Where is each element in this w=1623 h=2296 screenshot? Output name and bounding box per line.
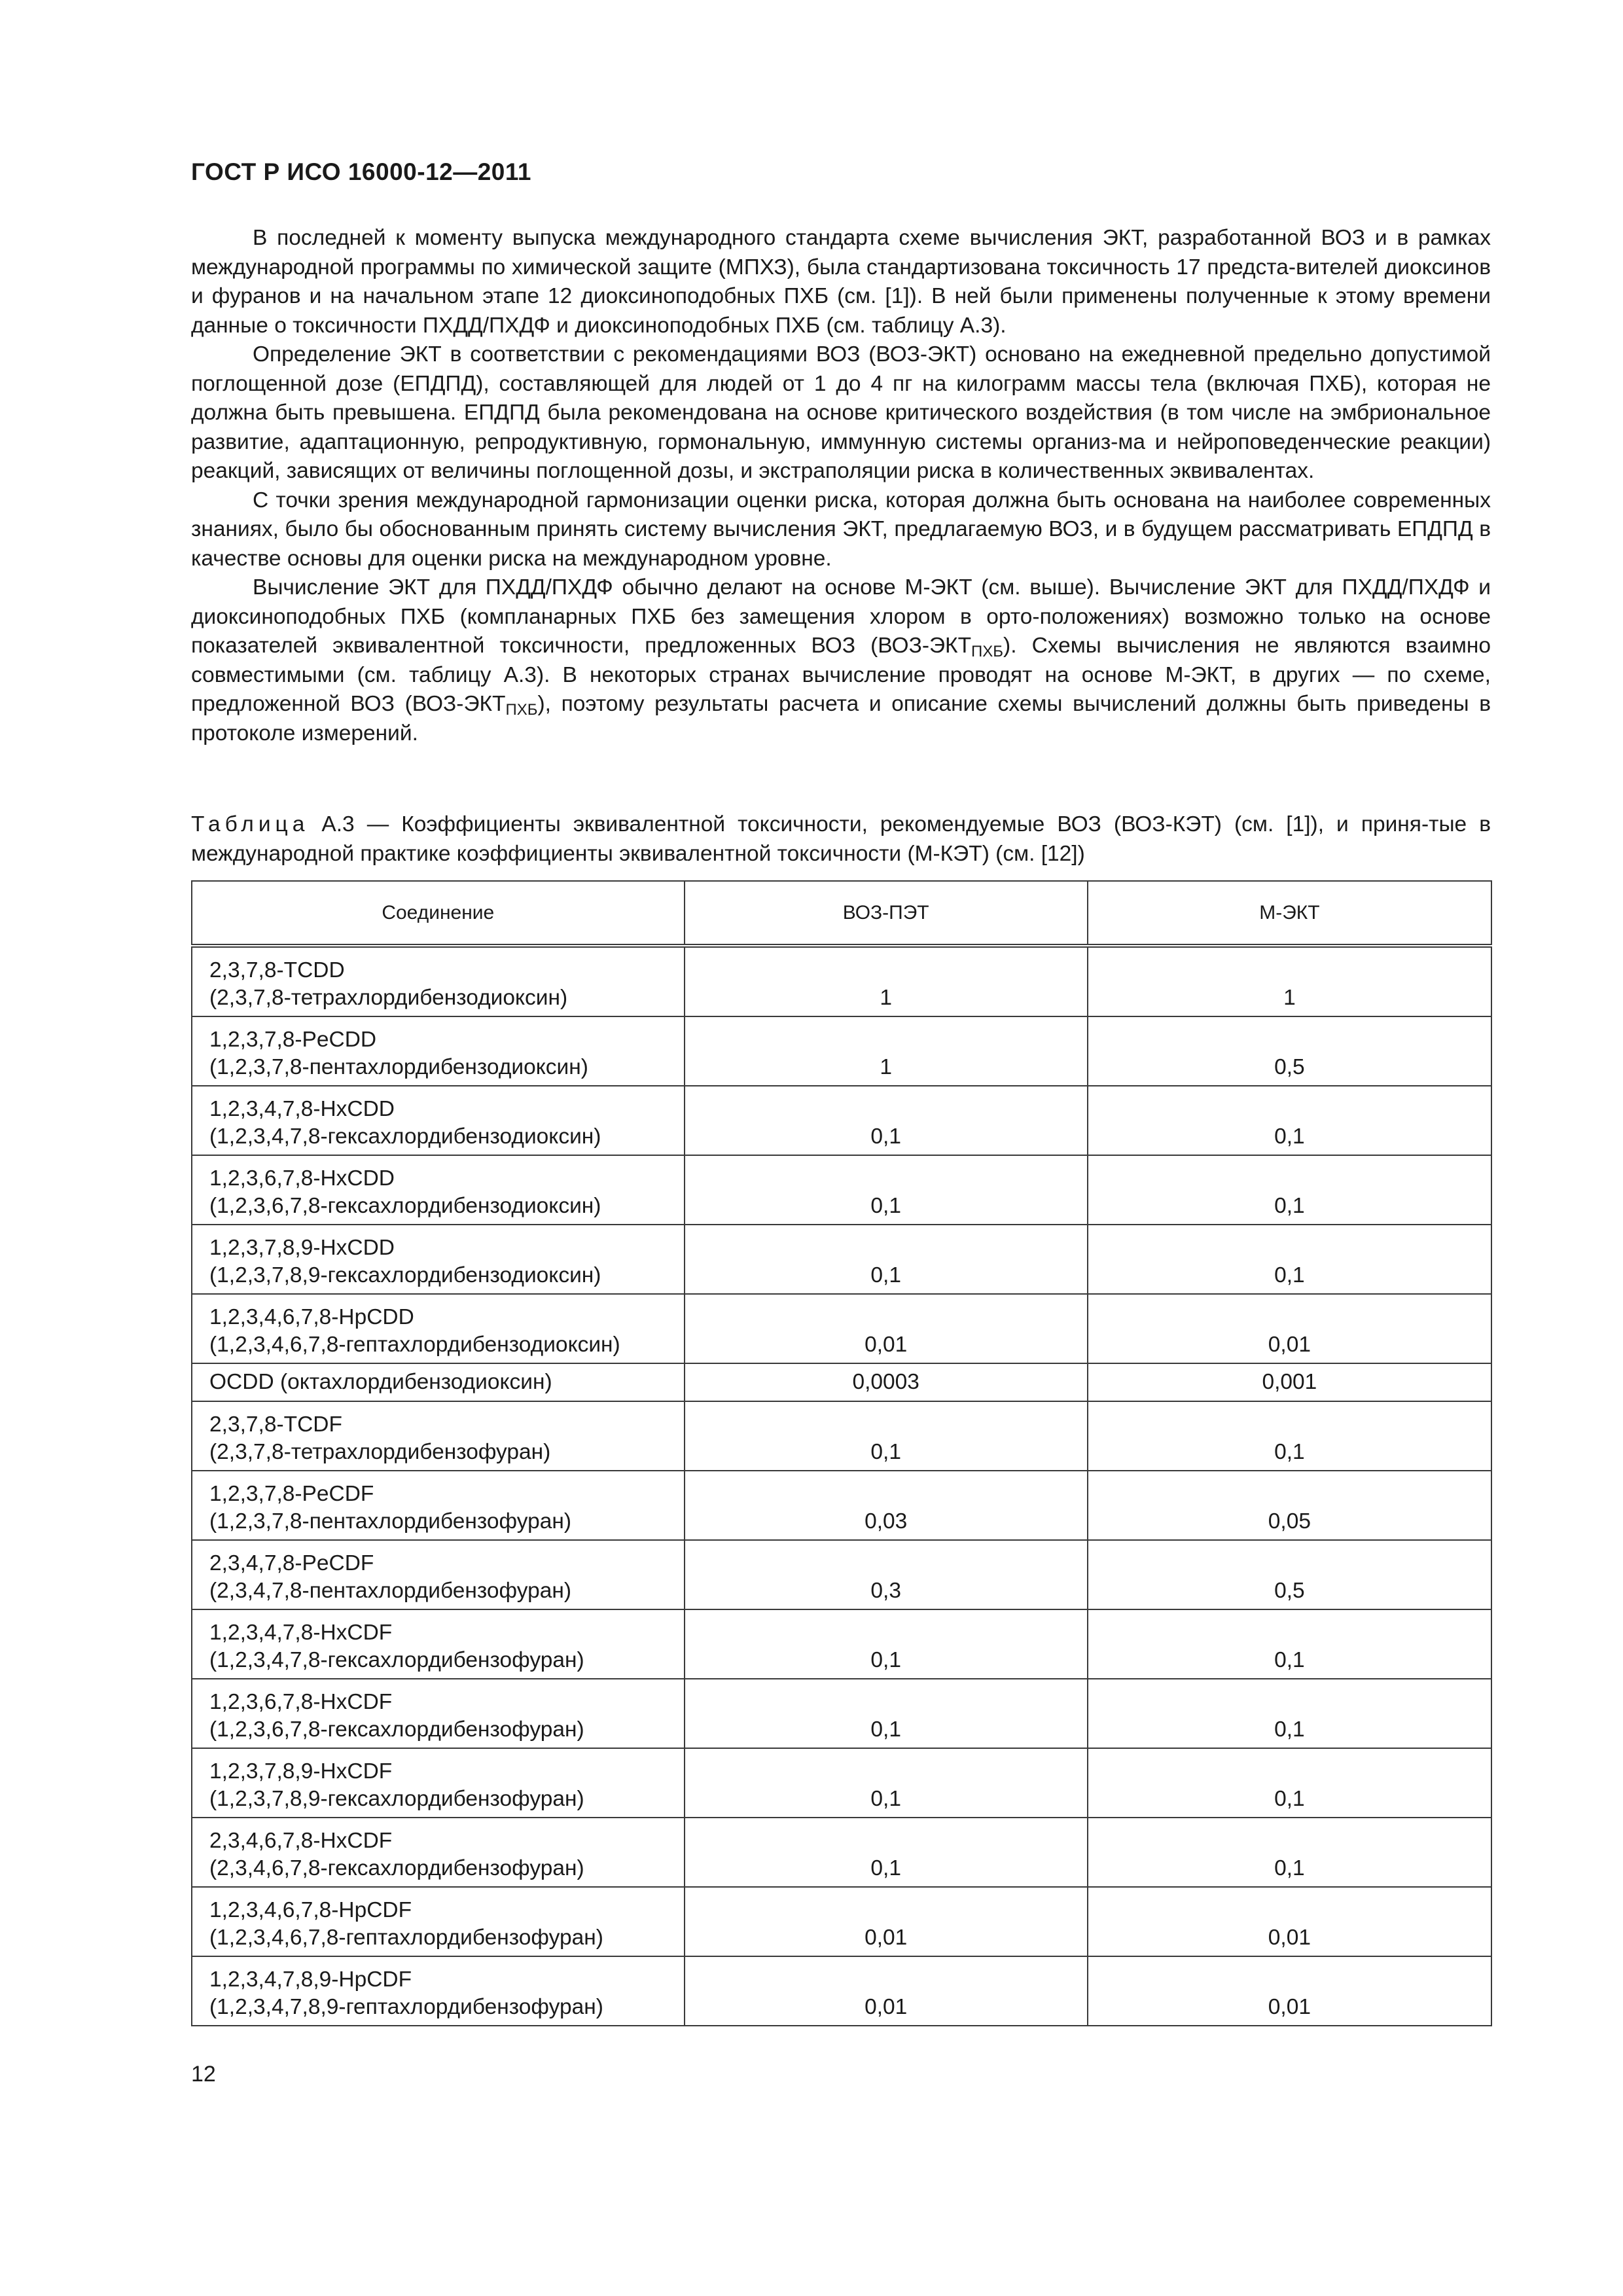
column-header-compound: Соединение [192, 881, 685, 946]
who-tef-cell: 0,0003 [685, 1363, 1088, 1401]
i-teq-cell: 0,1 [1088, 1155, 1491, 1225]
compound-code: 1,2,3,6,7,8-HxCDD [209, 1166, 395, 1191]
table-body [192, 946, 1491, 2026]
i-teq-cell: 0,1 [1088, 1609, 1491, 1679]
who-tef-cell: 0,3 [685, 1540, 1088, 1609]
subscript-pcb-1: ПХБ [971, 643, 1004, 660]
i-teq-cell: 1 [1088, 946, 1491, 1016]
table-caption-text: А.3 — Коэффициенты эквивалентной токсичности, рекомендуемые ВОЗ (ВОЗ-КЭТ) (см. [1]), и приня-тые в международной практике коэффициенты эквивалентной токсичности (М-КЭТ) (см. [12]) [191, 812, 1491, 866]
table-row [192, 1155, 1491, 1225]
compound-code: 1,2,3,7,8,9-HxCDD [209, 1236, 395, 1260]
who-tef-cell: 0,01 [685, 1294, 1088, 1363]
table-row [192, 1887, 1491, 1956]
i-teq-cell: 0,1 [1088, 1748, 1491, 1818]
who-tef-cell: 0,1 [685, 1225, 1088, 1294]
i-teq-cell: 0,001 [1088, 1363, 1491, 1401]
column-header-who-tef: ВОЗ-ПЭТ [685, 881, 1088, 946]
compound-name: (1,2,3,7,8-пентахлордибензодиоксин) [209, 1055, 588, 1079]
compound-name: (2,3,7,8-тетрахлордибензофуран) [209, 1440, 551, 1464]
compound-cell [192, 1679, 685, 1748]
compound-name: (1,2,3,4,7,8-гексахлордибензофуран) [209, 1648, 584, 1672]
who-tef-cell: 1 [685, 1016, 1088, 1086]
compound-cell [192, 1363, 685, 1401]
compound-code: 2,3,7,8-TCDF [209, 1412, 342, 1437]
table-row [192, 1363, 1491, 1401]
table-row [192, 1294, 1491, 1363]
table-row [192, 1401, 1491, 1471]
compound-cell [192, 1540, 685, 1609]
table-header-row [192, 881, 1491, 946]
compound-name: (1,2,3,6,7,8-гексахлордибензодиоксин) [209, 1194, 601, 1218]
compound-cell [192, 1225, 685, 1294]
compound-cell [192, 1401, 685, 1471]
compound-cell [192, 1748, 685, 1818]
compound-cell [192, 1471, 685, 1540]
compound-code: 1,2,3,7,8-PeCDD [209, 1028, 377, 1052]
compound-code: 1,2,3,7,8,9-HxCDF [209, 1759, 393, 1784]
compound-code: 1,2,3,7,8-PeCDF [209, 1482, 374, 1506]
table-caption-label: Таблица [191, 812, 310, 836]
compound-name: (1,2,3,7,8,9-гексахлордибензодиоксин) [209, 1263, 601, 1287]
table-row [192, 946, 1491, 1016]
compound-code: 1,2,3,4,7,8,9-HpCDF [209, 1967, 412, 1992]
who-tef-cell: 0,1 [685, 1609, 1088, 1679]
i-teq-cell: 0,1 [1088, 1086, 1491, 1155]
compound-cell [192, 946, 685, 1016]
who-tef-cell: 0,01 [685, 1956, 1088, 2026]
compound-cell [192, 1956, 685, 2026]
paragraph-4 [191, 573, 1491, 748]
page-number: 12 [191, 2062, 216, 2087]
i-teq-cell: 0,01 [1088, 1887, 1491, 1956]
compound-name: (2,3,4,7,8-пентахлордибензофуран) [209, 1579, 572, 1603]
compound-code: 1,2,3,6,7,8-HxCDF [209, 1690, 393, 1714]
compound-code: 1,2,3,4,7,8-HxCDF [209, 1621, 393, 1645]
paragraph-4-part-a: Вычисление ЭКТ для ПХДД/ПХДФ обычно делают на основе М-ЭКТ (см. выше). Вычисление ЭКТ для ПХДД/ПХДФ и диоксиноподобных ПХБ (компланарных ПХБ без замещения хлором в орто-положениях) возможно только на основе показателей эквивалентной токсичности, предложенных ВОЗ (ВОЗ-ЭКТ [191, 575, 1491, 658]
compound-code: 1,2,3,4,6,7,8-HpCDD [209, 1305, 414, 1329]
table-row [192, 1471, 1491, 1540]
i-teq-cell: 0,5 [1088, 1540, 1491, 1609]
compound-name: (1,2,3,4,7,8-гексахлордибензодиоксин) [209, 1124, 601, 1149]
i-teq-cell: 0,5 [1088, 1016, 1491, 1086]
compound-cell [192, 1086, 685, 1155]
who-tef-cell: 0,1 [685, 1818, 1088, 1887]
compound-cell [192, 1294, 685, 1363]
i-teq-cell: 0,1 [1088, 1679, 1491, 1748]
who-tef-cell: 0,1 [685, 1748, 1088, 1818]
compound-name: (1,2,3,6,7,8-гексахлордибензофуран) [209, 1717, 584, 1742]
compound-code: 2,3,4,6,7,8-HxCDF [209, 1829, 393, 1853]
compound-name: (2,3,4,6,7,8-гексахлордибензофуран) [209, 1856, 584, 1880]
table-row [192, 1609, 1491, 1679]
i-teq-cell: 0,1 [1088, 1401, 1491, 1471]
compound-name: (1,2,3,4,7,8,9-гептахлордибензофуран) [209, 1995, 603, 2019]
table-row [192, 1679, 1491, 1748]
compound-code: 1,2,3,4,6,7,8-HpCDF [209, 1898, 412, 1922]
compound-code: 2,3,7,8-TCDD [209, 958, 345, 982]
compound-name: (1,2,3,4,6,7,8-гептахлордибензодиоксин) [209, 1333, 620, 1357]
paragraph-1: В последней к моменту выпуска международного стандарта схеме вычисления ЭКТ, разработанной ВОЗ и в рамках международной программы по химической защите (МПХЗ), была стандартизована токсичность 17 предста-вителей диоксинов и фуранов и на начальном этапе 12 диоксиноподобных ПХБ (см. [1]). В ней были применены полученные к этому времени данные о токсичности ПХДД/ПХДФ и диоксиноподобных ПХБ (см. таблицу А.3). [191, 226, 1491, 338]
paragraph-4-part-b: ). Схемы вычисления не являются взаимно совместимыми (см. таблицу А.3). В некоторых странах вычисление проводят на основе М-ЭКТ, в других — по схеме, предложенной ВОЗ (ВОЗ-ЭКТ [191, 634, 1491, 716]
who-tef-cell: 0,03 [685, 1471, 1088, 1540]
compound-code: 1,2,3,4,7,8-HxCDD [209, 1097, 395, 1121]
who-tef-cell: 0,1 [685, 1155, 1088, 1225]
i-teq-cell: 0,05 [1088, 1471, 1491, 1540]
compound-name: (1,2,3,7,8,9-гексахлордибензофуран) [209, 1787, 584, 1811]
paragraph-2: Определение ЭКТ в соответствии с рекомендациями ВОЗ (ВОЗ-ЭКТ) основано на ежедневной предельно допустимой поглощенной дозе (ЕПДПД), составляющей для людей от 1 до 4 пг на килограмм массы тела (включая ПХБ), которая не должна быть превышена. ЕПДПД была рекомендована на основе критического воздействия (в том числе на эмбриональное развитие, адаптационную, репродуктивную, гормональную, иммунную системы организ-ма и нейроповеденческие реакции) реакций, зависящих от величины поглощенной дозы, и экстраполяции риска в количественных эквивалентах. [191, 342, 1491, 483]
compound-cell [192, 1818, 685, 1887]
subscript-pcb-2: ПХБ [505, 701, 538, 719]
compound-cell [192, 1609, 685, 1679]
who-tef-cell: 0,1 [685, 1086, 1088, 1155]
table-row [192, 1748, 1491, 1818]
table-row [192, 1956, 1491, 2026]
who-tef-cell: 0,01 [685, 1887, 1088, 1956]
compound-name: (1,2,3,4,6,7,8-гептахлордибензофуран) [209, 1926, 603, 1950]
i-teq-cell: 0,01 [1088, 1956, 1491, 2026]
table-row [192, 1818, 1491, 1887]
who-tef-cell: 0,1 [685, 1679, 1088, 1748]
table-row [192, 1086, 1491, 1155]
toxicity-table [191, 880, 1492, 2026]
i-teq-cell: 0,1 [1088, 1225, 1491, 1294]
table-row [192, 1540, 1491, 1609]
table-row [192, 1225, 1491, 1294]
body-text [191, 224, 1491, 748]
compound-code: 2,3,4,7,8-PeCDF [209, 1551, 374, 1575]
compound-name: (2,3,7,8-тетрахлордибензодиоксин) [209, 986, 568, 1010]
who-tef-cell: 0,1 [685, 1401, 1088, 1471]
compound-cell [192, 1887, 685, 1956]
i-teq-cell: 0,01 [1088, 1294, 1491, 1363]
paragraph-3: С точки зрения международной гармонизации оценки риска, которая должна быть основана на наиболее современных знаниях, было бы обоснованным принять систему вычисления ЭКТ, предлагаемую ВОЗ, и в будущем рассматривать ЕПДПД в качестве основы для оценки риска на международном уровне. [191, 488, 1491, 571]
paragraph-4-part-c: ), поэтому результаты расчета и описание схемы вычислений должны быть приведены в протоколе измерений. [191, 692, 1491, 745]
document-header-title: ГОСТ Р ИСО 16000-12—2011 [191, 158, 531, 185]
compound-cell [192, 1016, 685, 1086]
column-header-i-teq: М-ЭКТ [1088, 881, 1491, 946]
compound-name: OCDD (октахлордибензодиоксин) [209, 1370, 552, 1394]
i-teq-cell: 0,1 [1088, 1818, 1491, 1887]
table-row [192, 1016, 1491, 1086]
who-tef-cell: 1 [685, 946, 1088, 1016]
compound-name: (1,2,3,7,8-пентахлордибензофуран) [209, 1509, 572, 1534]
compound-cell [192, 1155, 685, 1225]
table-caption [191, 810, 1491, 869]
